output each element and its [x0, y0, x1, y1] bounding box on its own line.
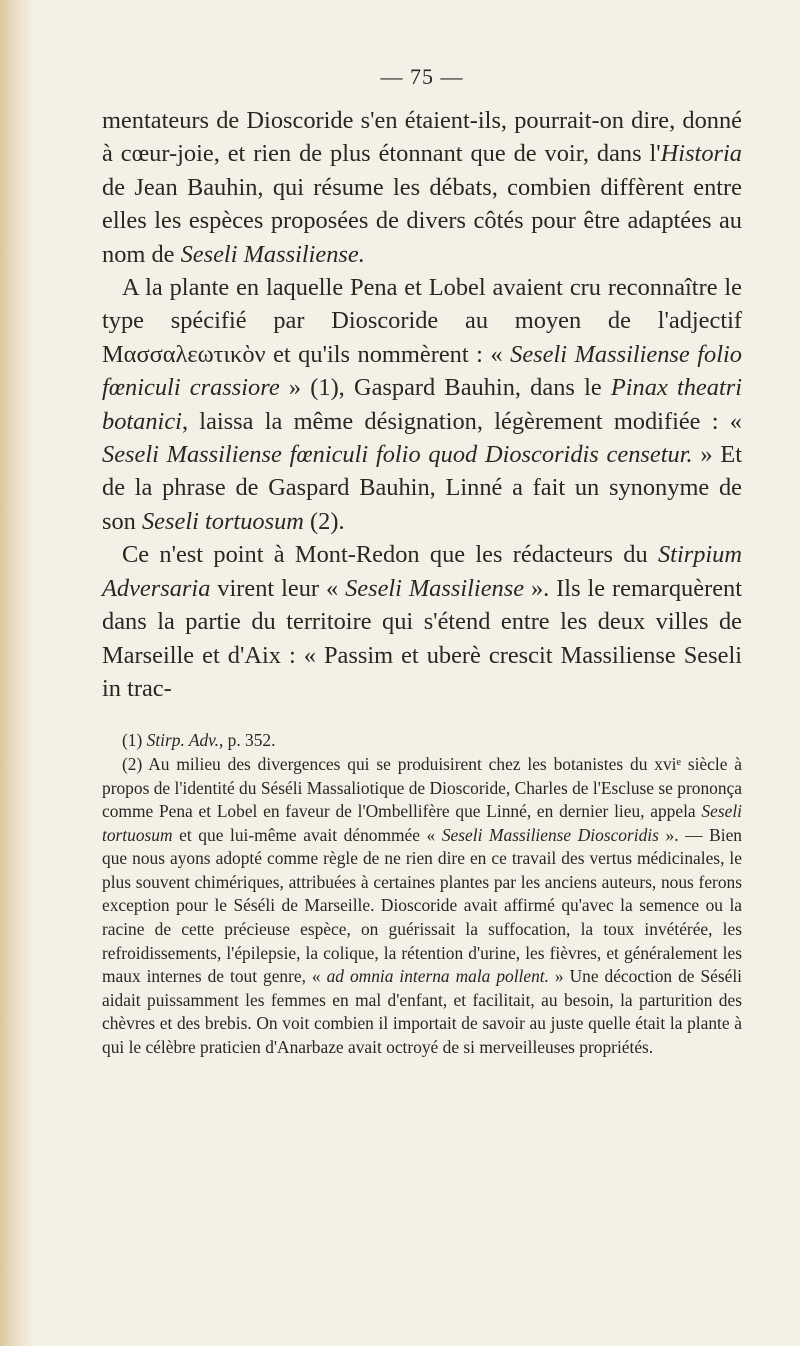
italic-text: Pinax theatri botanici: [102, 374, 742, 435]
text-segment: Ce n'est point à Mont-Redon que les rédacteurs du: [122, 541, 658, 569]
italic-text: Stirpium Adversaria: [102, 541, 742, 602]
text-segment: mentateurs de Dioscoride s'en étaient-ils, pourrait-on dire, donné à cœur-joie, et rien de plus étonnant que de voir, dans l': [102, 107, 742, 168]
italic-text: Seseli tortuosum: [102, 801, 742, 845]
text-segment: » Une décoction de Séséli aidait puissamment les femmes en mal d'enfant, et facilitait, au besoin, la parturition des chèvres et des brebis. On voit combien il importait de savoir au juste quelle était la plante à qui le célèbre praticien d'Anarbaze avait octroyé de si merveilleuses propriétés.: [102, 966, 742, 1058]
text-segment: (2) Au milieu des divergences qui se produisirent chez les botanistes du xviᵉ siècle à propos de l'identité du Séséli Massaliotique de Dioscoride, Charles de l'Escluse se prononça comme Pena et Lobel en faveur de l'Ombellifère que Linné, en dernier lieu, appela: [102, 753, 742, 822]
text-segment: » (1), Gaspard Bauhin, dans le: [279, 374, 611, 402]
text-segment: et que lui-même avait dénommée «: [172, 824, 442, 845]
italic-text: Seseli Massiliense fœniculi folio quod Dioscoridis censetur.: [102, 441, 693, 469]
document-page: [102, 64, 742, 1060]
italic-text: Historia: [660, 140, 742, 168]
paragraph: [102, 271, 742, 538]
paragraph: [102, 538, 742, 705]
text-segment: virent leur «: [210, 574, 346, 602]
paragraph: [102, 104, 742, 271]
text-segment: (1): [122, 730, 147, 751]
text-segment: , p. 352.: [218, 730, 276, 751]
footnote: [102, 729, 742, 753]
text-segment: de Jean Bauhin, qui résume les débats, combien diffèrent entre elles les espèces proposées de divers côtés pour être adaptées au nom de: [102, 173, 742, 268]
italic-text: Seseli Massiliense.: [180, 240, 365, 268]
italic-text: Seseli Massiliense Dioscoridis: [441, 824, 659, 845]
text-segment: A la plante en laquelle Pena et Lobel avaient cru reconnaître le type spécifié par Dioscoride au moyen de l'adjectif Μασσαλεωτικὸν et qu'ils nommèrent : «: [102, 274, 742, 368]
italic-text: Seseli tortuosum: [141, 507, 304, 535]
italic-text: Stirp. Adv.: [146, 730, 219, 751]
footnotes: [102, 729, 742, 1059]
italic-text: Seseli Massiliense: [345, 574, 525, 602]
italic-text: Seseli Massiliense folio fœniculi crassiore: [102, 340, 742, 402]
text-segment: (2).: [303, 507, 345, 535]
text-segment: , laissa la même désignation, légèrement modifiée : «: [181, 407, 742, 435]
italic-text: ad omnia interna mala pollent.: [326, 966, 549, 987]
text-segment: » Et de la phrase de Gaspard Bauhin, Linné a fait un synonyme de son: [102, 441, 742, 535]
text-segment: ». Ils le remarquèrent dans la partie du territoire qui s'étend entre les deux villes de Marseille et d'Aix : « Passim et uberè crescit Massiliense Seseli in trac-: [102, 574, 742, 702]
footnote: [102, 753, 742, 1060]
text-segment: ». — Bien que nous ayons adopté comme règle de ne rien dire en ce travail des vertus médicinales, le plus souvent chimériques, attribuées à certaines plantes par les anciens auteurs, nous ferons exception pour le Séséli de Marseille. Dioscoride avait affirmé qu'avec la semence ou la racine de cette précieuse espèce, on guérissait la suffocation, la toux invétérée, les refroidissements, l'épilepsie, la colique, la rétention d'urine, les fièvres, et généralement les maux internes de tout genre, «: [102, 824, 742, 987]
page-number: — 75 —: [380, 64, 464, 89]
page-edge-shadow: [0, 0, 34, 1346]
body-text: [102, 104, 742, 705]
